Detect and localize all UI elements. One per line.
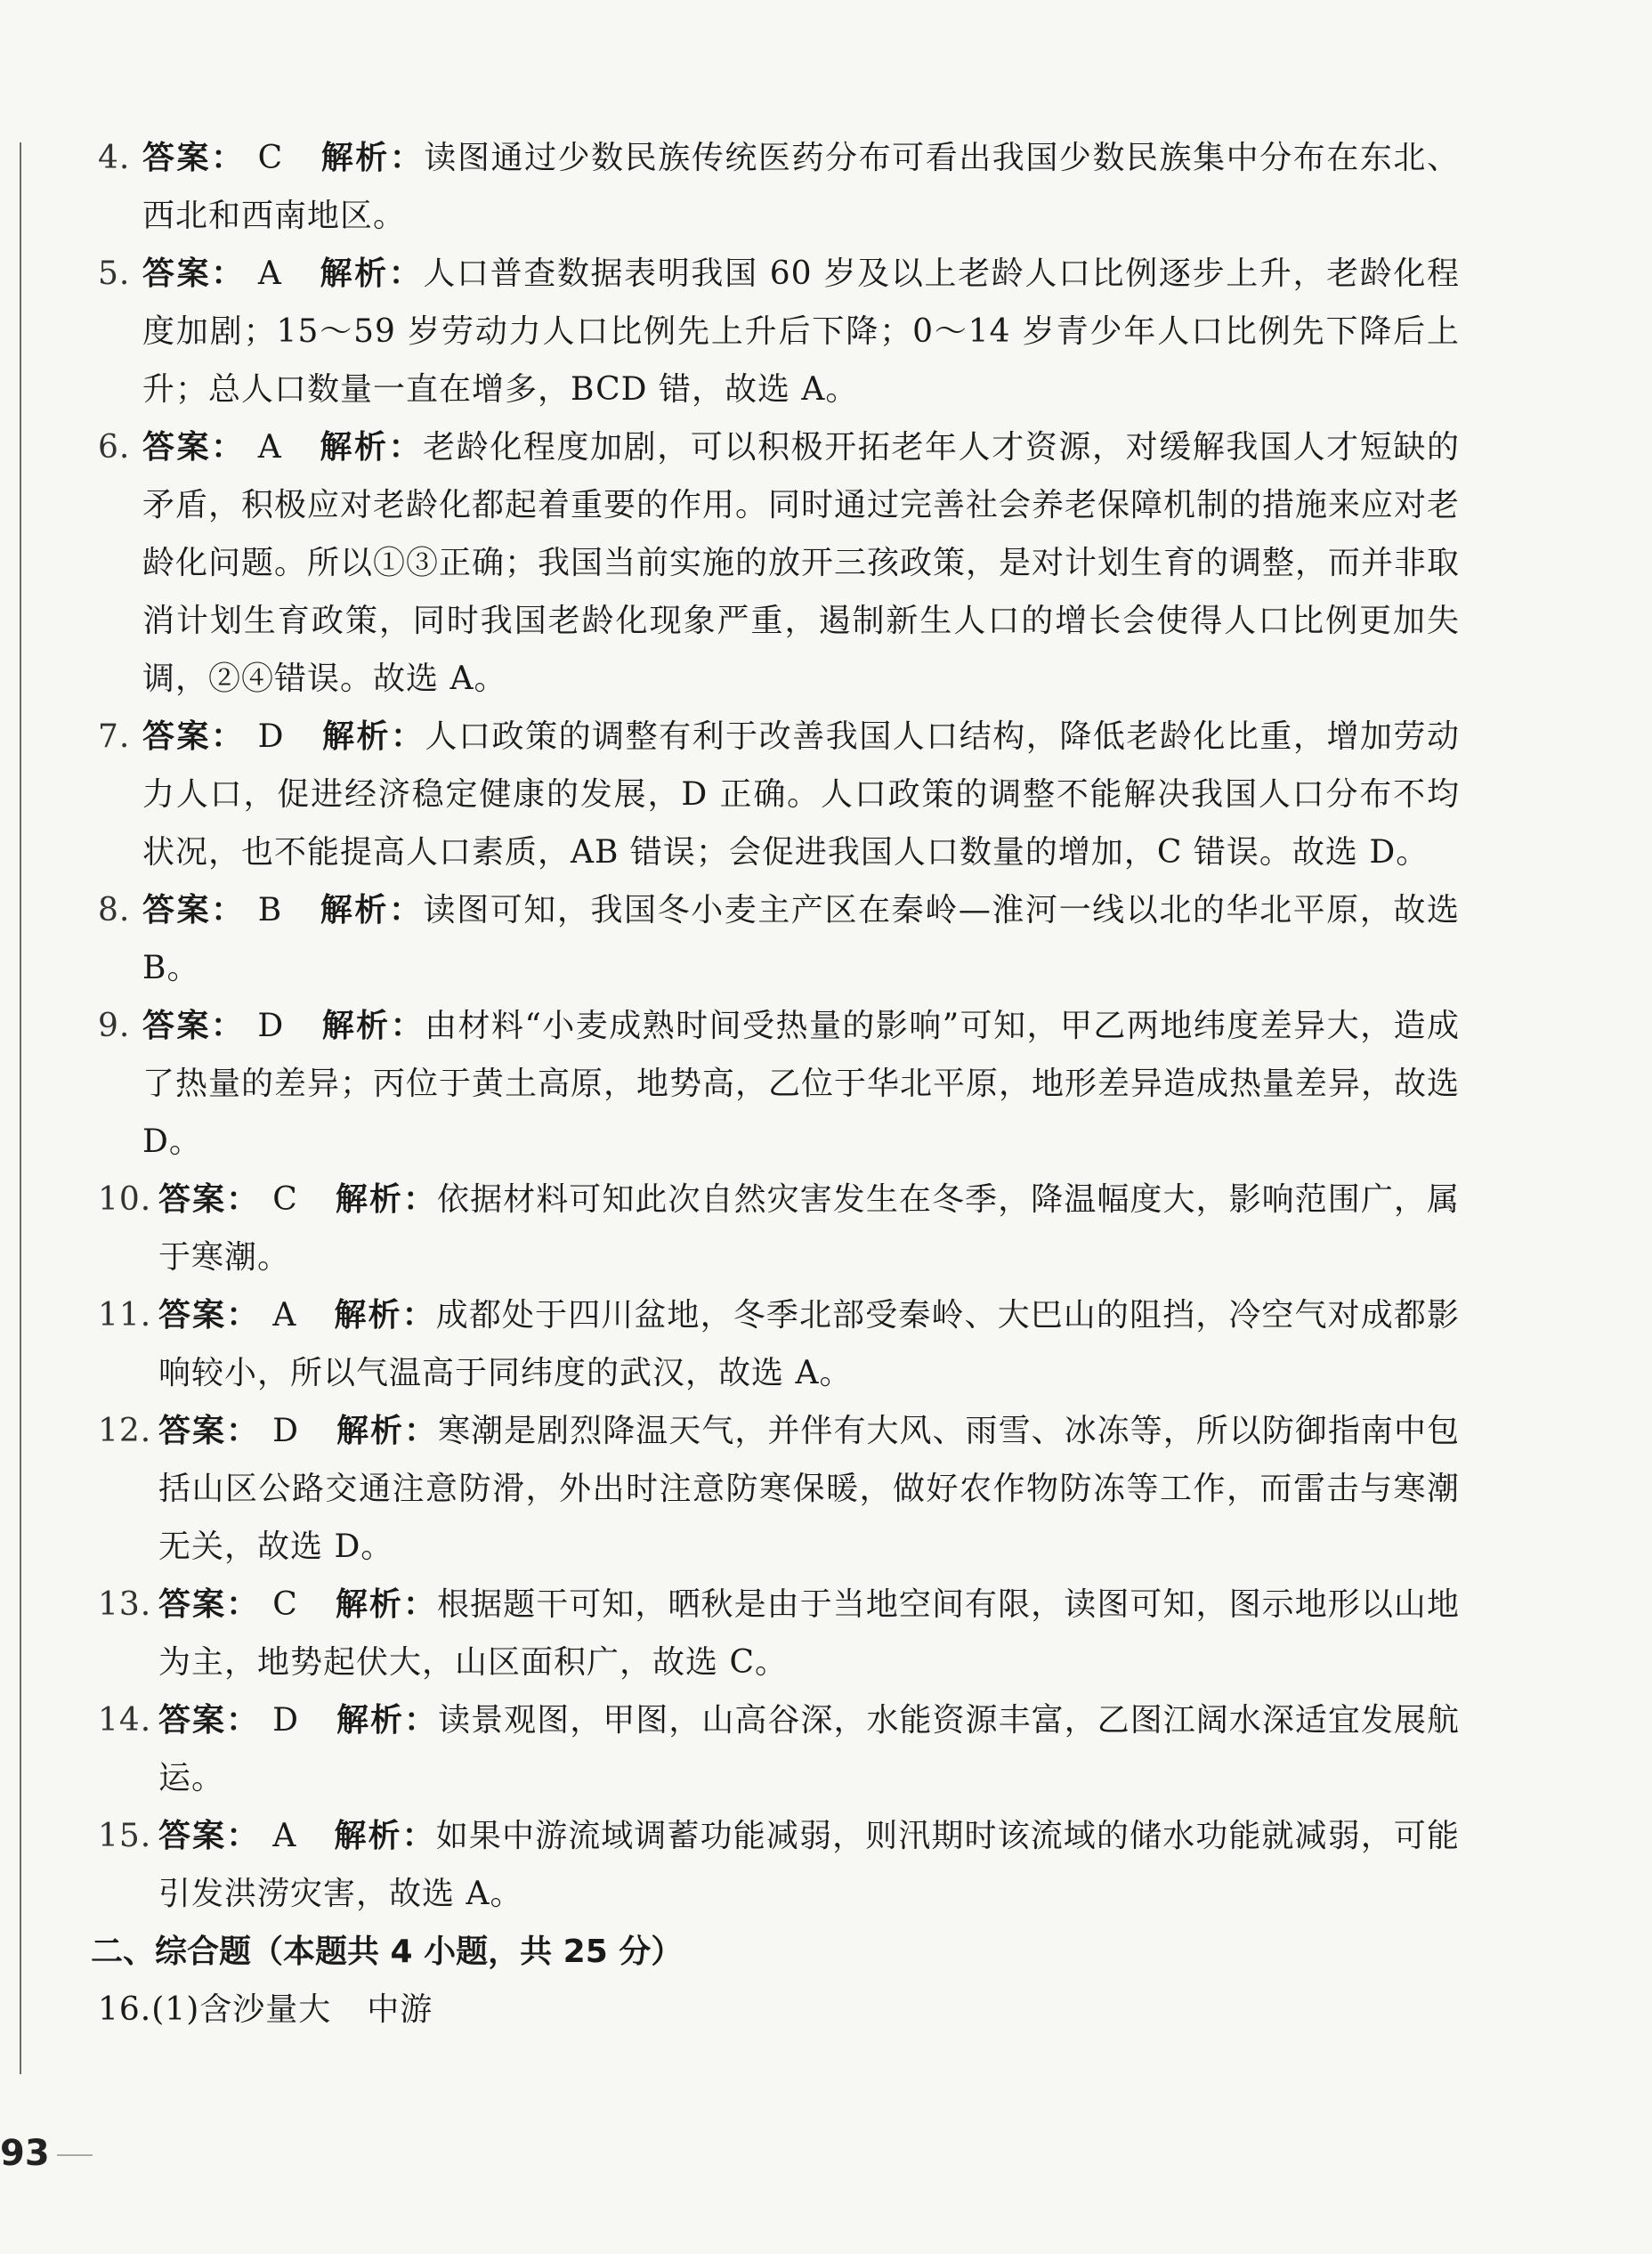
answer-label: 答案：: [142, 255, 246, 292]
answer-item-11: [98, 1286, 1460, 1402]
analysis-label: 解析：: [319, 255, 424, 292]
answer-item-4: [98, 129, 1460, 245]
analysis-text: 人口政策的调整有利于改善我国人口结构，降低老龄化比重，增加劳动力人口，促进经济稳定健康的发展，D 正确。人口政策的调整不能解决我国人口分布不均状况，也不能提高人口素质，AB 错误；会促进我国人口数量的增加，C 错误。故选 D。: [142, 718, 1460, 871]
answer-label: 答案：: [142, 718, 246, 755]
answer-label: 答案：: [142, 1008, 246, 1044]
question-number: 11.: [98, 1297, 152, 1334]
sub-answer-part-1: (1)含沙量大: [151, 1991, 332, 2028]
analysis-text: 成都处于四川盆地，冬季北部受秦岭、大巴山的阻挡，冷空气对成都影响较小，所以气温高于同纬度的武汉，故选 A。: [158, 1297, 1460, 1391]
analysis-label: 解析：: [336, 1702, 439, 1739]
page-number: 93: [0, 2133, 50, 2174]
answer-label: 答案：: [158, 1181, 261, 1218]
answer-item-12: [98, 1402, 1460, 1576]
answer-label: 答案：: [158, 1413, 261, 1449]
analysis-text: 老龄化程度加剧，可以积极开拓老年人才资源，对缓解我国人才短缺的矛盾，积极应对老龄化都起着重要的作用。同时通过完善社会养老保障机制的措施来应对老龄化问题。所以①③正确；我国当前实施的放开三孩政策，是对计划生育的调整，而并非取消计划生育政策，同时我国老龄化现象严重，遏制新生人口的增长会使得人口比例更加失调，②④错误。故选 A。: [142, 429, 1461, 697]
question-number: 5.: [98, 255, 131, 292]
section-title: 二、综合题（本题共 4 小题，共 25 分）: [91, 1934, 684, 1970]
analysis-text: 由材料“小麦成熟时间受热量的影响”可知，甲乙两地纬度差异大，造成了热量的差异；丙位于黄土高原，地势高，乙位于华北平原，地形差异造成热量差异，故选 D。: [142, 1008, 1461, 1160]
analysis-label: 解析：: [321, 1008, 425, 1044]
answer-label: 答案：: [158, 1586, 261, 1623]
analysis-text: 如果中游流域调蓄功能减弱，则汛期时该流域的储水功能就减弱，可能引发洪涝灾害，故选 A。: [158, 1818, 1460, 1912]
answer-item-16: [98, 1981, 1460, 2039]
answer-label: 答案：: [142, 429, 246, 466]
answer-item-13: [98, 1576, 1460, 1691]
question-number: 7.: [98, 718, 131, 755]
answer-value: B: [257, 892, 283, 928]
question-number: 14.: [98, 1702, 152, 1739]
answer-value: A: [272, 1297, 297, 1334]
answer-label: 答案：: [142, 140, 246, 176]
analysis-label: 解析：: [321, 718, 425, 755]
question-number: 8.: [98, 892, 131, 928]
question-number: 12.: [98, 1413, 152, 1449]
answer-item-8: [98, 881, 1460, 997]
analysis-label: 解析：: [334, 1297, 436, 1334]
answer-label: 答案：: [142, 892, 246, 928]
answer-value: D: [272, 1702, 299, 1739]
analysis-text: 依据材料可知此次自然灾害发生在冬季，降温幅度大，影响范围广，属于寒潮。: [158, 1181, 1460, 1276]
answer-value: D: [257, 1008, 285, 1044]
analysis-label: 解析：: [320, 140, 425, 176]
analysis-text: 寒潮是剧烈降温天气，并伴有大风、雨雪、冰冻等，所以防御指南中包括山区公路交通注意防滑，外出时注意防寒保暖，做好农作物防冻等工作，而雷击与寒潮无关，故选 D。: [158, 1413, 1460, 1565]
left-margin-rule: [20, 142, 21, 2074]
analysis-label: 解析：: [335, 1181, 438, 1218]
answer-item-15: [98, 1807, 1460, 1923]
answer-item-5: [98, 245, 1460, 418]
analysis-label: 解析：: [336, 1413, 439, 1449]
answer-label: 答案：: [158, 1702, 261, 1739]
analysis-label: 解析：: [335, 1586, 438, 1623]
question-number: 15.: [98, 1818, 152, 1854]
answer-item-14: [98, 1691, 1460, 1807]
question-number: 16.: [98, 1991, 152, 2028]
question-number: 6.: [98, 429, 131, 466]
analysis-text: 根据题干可知，晒秋是由于当地空间有限，读图可知，图示地形以山地为主，地势起伏大，山区面积广，故选 C。: [158, 1586, 1460, 1681]
analysis-label: 解析：: [320, 892, 424, 928]
answer-value: A: [257, 429, 282, 466]
answer-value: D: [272, 1413, 299, 1449]
analysis-text: 读图可知，我国冬小麦主产区在秦岭—淮河一线以北的华北平原，故选 B。: [142, 892, 1460, 986]
analysis-text: 读景观图，甲图，山高谷深，水能资源丰富，乙图江阔水深适宜发展航运。: [158, 1702, 1460, 1796]
answer-label: 答案：: [158, 1297, 261, 1334]
analysis-text: 读图通过少数民族传统医药分布可看出我国少数民族集中分布在东北、西北和西南地区。: [142, 140, 1460, 234]
analysis-label: 解析：: [319, 429, 424, 466]
sub-answer-part-2: 中游: [367, 1991, 433, 2028]
question-number: 10.: [98, 1181, 152, 1218]
answer-label: 答案：: [158, 1818, 261, 1854]
question-number: 4.: [98, 140, 131, 176]
analysis-label: 解析：: [334, 1818, 436, 1854]
answer-item-6: [98, 418, 1460, 708]
answer-value: C: [272, 1181, 298, 1218]
question-number: 13.: [98, 1586, 152, 1623]
analysis-text: 人口普查数据表明我国 60 岁及以上老龄人口比例逐步上升，老龄化程度加剧；15～59 岁劳动力人口比例先上升后下降；0～14 岁青少年人口比例先下降后上升；总人口数量一直在增多，BCD 错，故选 A。: [142, 255, 1460, 408]
question-number: 9.: [98, 1008, 131, 1044]
answer-item-9: [98, 997, 1460, 1171]
answer-value: A: [257, 255, 282, 292]
answer-value: D: [257, 718, 285, 755]
page-number-dash: [57, 2154, 93, 2156]
answer-value: C: [272, 1586, 298, 1623]
answer-item-7: [98, 708, 1460, 881]
answer-value: A: [272, 1818, 297, 1854]
answer-item-10: [98, 1171, 1460, 1286]
answer-content: [91, 129, 1461, 2039]
answer-value: C: [257, 140, 284, 176]
